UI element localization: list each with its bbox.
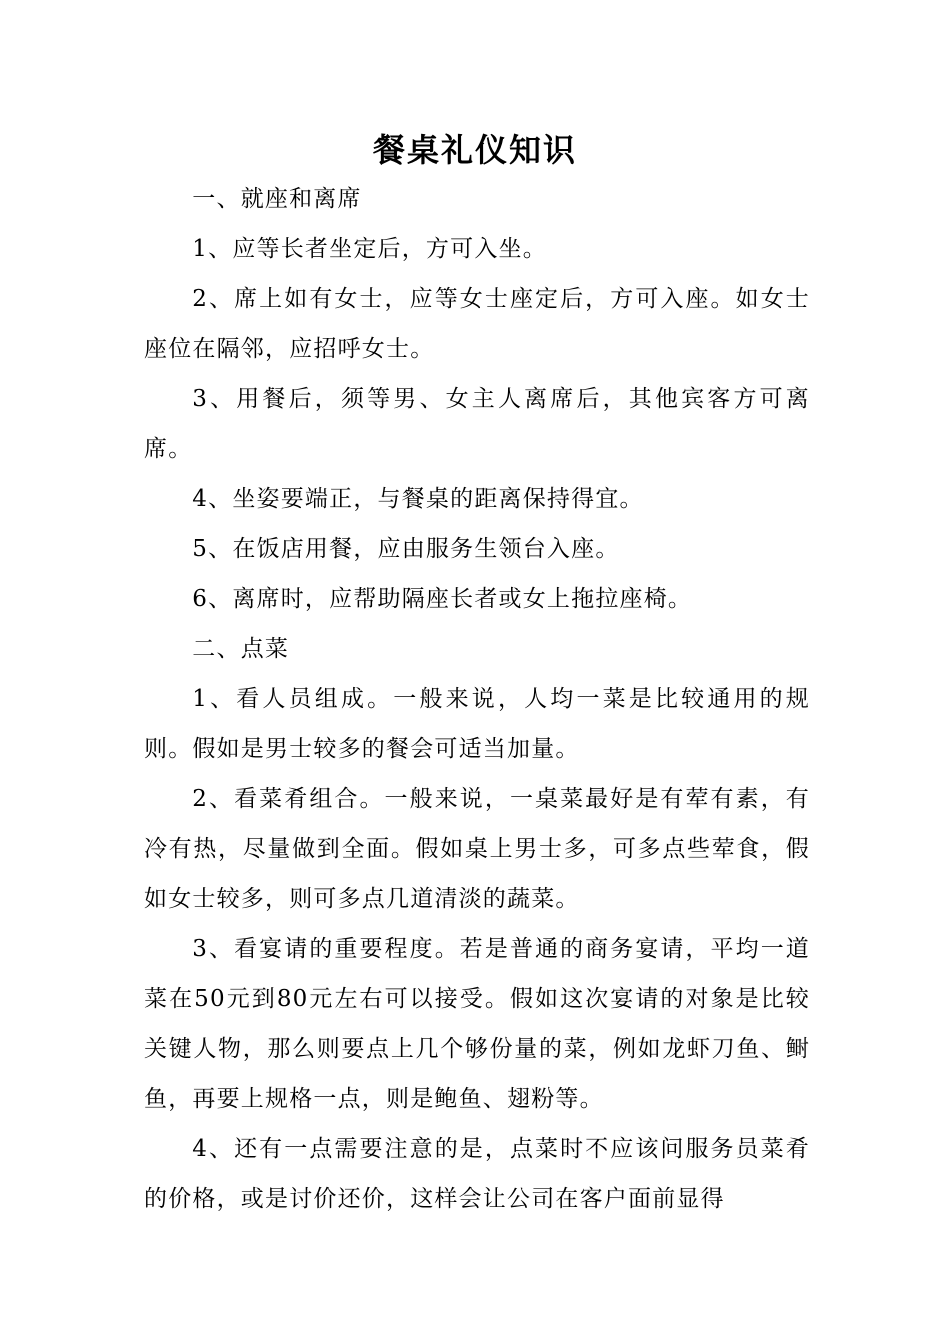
paragraph: 1、应等长者坐定后，方可入坐。 (192, 236, 547, 262)
paragraph: 6、离席时，应帮助隔座长者或女上拖拉座椅。 (192, 586, 693, 612)
paragraph: 2、看菜肴组合。一般来说，一桌菜最好是有荤有素，有冷有热，尽量做到全面。假如桌上男士多，可多点些荤食，假如女士较多，则可多点几道清淡的蔬菜。 (144, 786, 810, 912)
document-body (144, 174, 810, 1224)
paragraph: 4、坐姿要端正，与餐桌的距离保持得宜。 (192, 486, 644, 512)
paragraph: 3、看宴请的重要程度。若是普通的商务宴请，平均一道菜在50元到80元左右可以接受。假如这次宴请的对象是比较关键人物，那么则要点上几个够份量的菜，例如龙虾刀鱼、鲥鱼，再要上规格一点，则是鲍鱼、翅粉等。 (144, 936, 810, 1112)
section-heading-seating: 一、就座和离席 (192, 186, 362, 212)
paragraph: 3、用餐后，须等男、女主人离席后，其他宾客方可离席。 (144, 386, 810, 462)
paragraph: 2、席上如有女士，应等女士座定后，方可入座。如女士座位在隔邻，应招呼女士。 (144, 286, 810, 362)
section-heading-ordering: 二、点菜 (192, 636, 290, 662)
document-title: 餐桌礼仪知识 (372, 131, 577, 169)
paragraph: 4、还有一点需要注意的是，点菜时不应该问服务员菜肴的价格，或是讨价还价，这样会让公司在客户面前显得 (144, 1136, 810, 1212)
paragraph: 5、在饭店用餐，应由服务生领台入座。 (192, 536, 620, 562)
paragraph: 1、看人员组成。一般来说，人均一菜是比较通用的规则。假如是男士较多的餐会可适当加量。 (144, 686, 810, 762)
